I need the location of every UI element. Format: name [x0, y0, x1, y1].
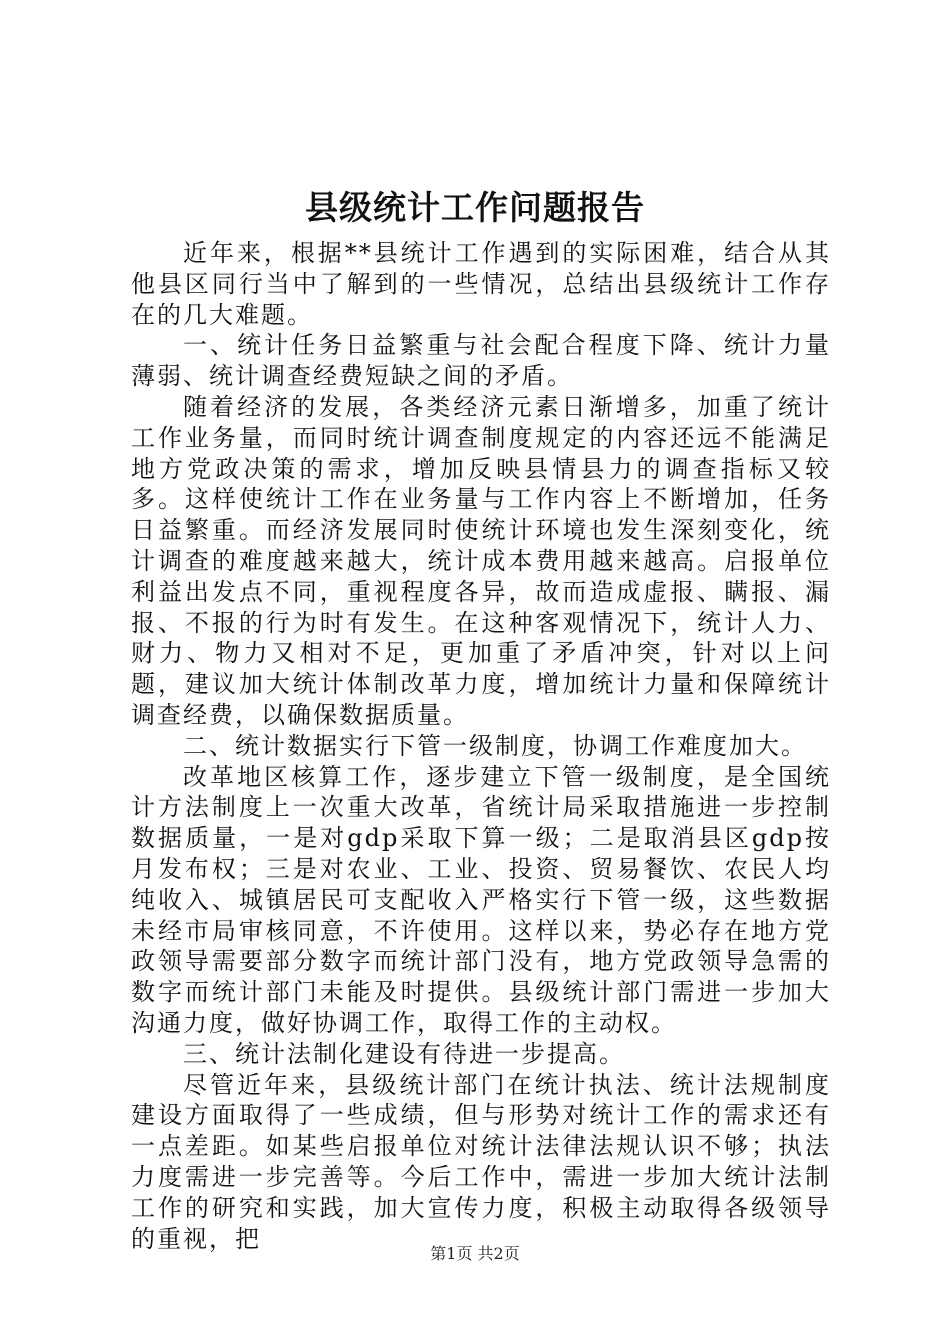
heading-section-2: 二、统计数据实行下管一级制度，协调工作难度加大。 — [183, 731, 807, 760]
paragraph-intro: 近年来，根据**县统计工作遇到的实际困难，结合从其他县区同行当中了解到的一些情况，总结出县级统计工作存在的几大难题。 — [131, 239, 831, 329]
heading-section-1: 一、统计任务日益繁重与社会配合程度下降、统计力量薄弱、统计调查经费短缺之间的矛盾。 — [131, 331, 831, 391]
paragraph-section-1: 随着经济的发展，各类经济元素日渐增多，加重了统计工作业务量，而同时统计调查制度规定的内容还远不能满足地方党政决策的需求，增加反映县情县力的调查指标又较多。这样使统计工作在业务量与工作内容上不断增加，任务日益繁重。而经济发展同时使统计环境也发生深刻变化，统计调查的难度越来越大，统计成本费用越来越高。启报单位利益出发点不同，重视程度各异，故而造成虚报、瞒报、漏报、不报的行为时有发生。在这种客观情况下，统计人力、财力、物力又相对不足，更加重了矛盾冲突，针对以上问题，建议加大统计体制改革力度，增加统计力量和保障统计调查经费，以确保数据质量。 — [131, 392, 831, 729]
paragraph-section-2: 改革地区核算工作，逐步建立下管一级制度，是全国统计方法制度上一次重大改革，省统计局采取措施进一步控制数据质量，一是对gdp采取下算一级；二是取消县区gdp按月发布权；三是对农业、工业、投资、贸易餐饮、农民人均纯收入、城镇居民可支配收入严格实行下管一级，这些数据未经市局审核同意，不许使用。这样以来，势必存在地方党政领导需要部分数字而统计部门没有，地方党政领导急需的数字而统计部门未能及时提供。县级统计部门需进一步加大沟通力度，做好协调工作，取得工作的主动权。 — [131, 762, 831, 1037]
paragraph-section-3: 尽管近年来，县级统计部门在统计执法、统计法规制度建设方面取得了一些成绩，但与形势对统计工作的需求还有一点差距。如某些启报单位对统计法律法规认识不够；执法力度需进一步完善等。今后工作中，需进一步加大统计法制工作的研究和实践，加大宣传力度，积极主动取得各级领导的重视，把 — [131, 1070, 831, 1253]
page-number-footer: 第1页 共2页 — [430, 1244, 520, 1263]
heading-section-3: 三、统计法制化建设有待进一步提高。 — [183, 1039, 625, 1068]
document-body — [131, 238, 831, 1254]
document-title: 县级统计工作问题报告 — [305, 188, 645, 227]
